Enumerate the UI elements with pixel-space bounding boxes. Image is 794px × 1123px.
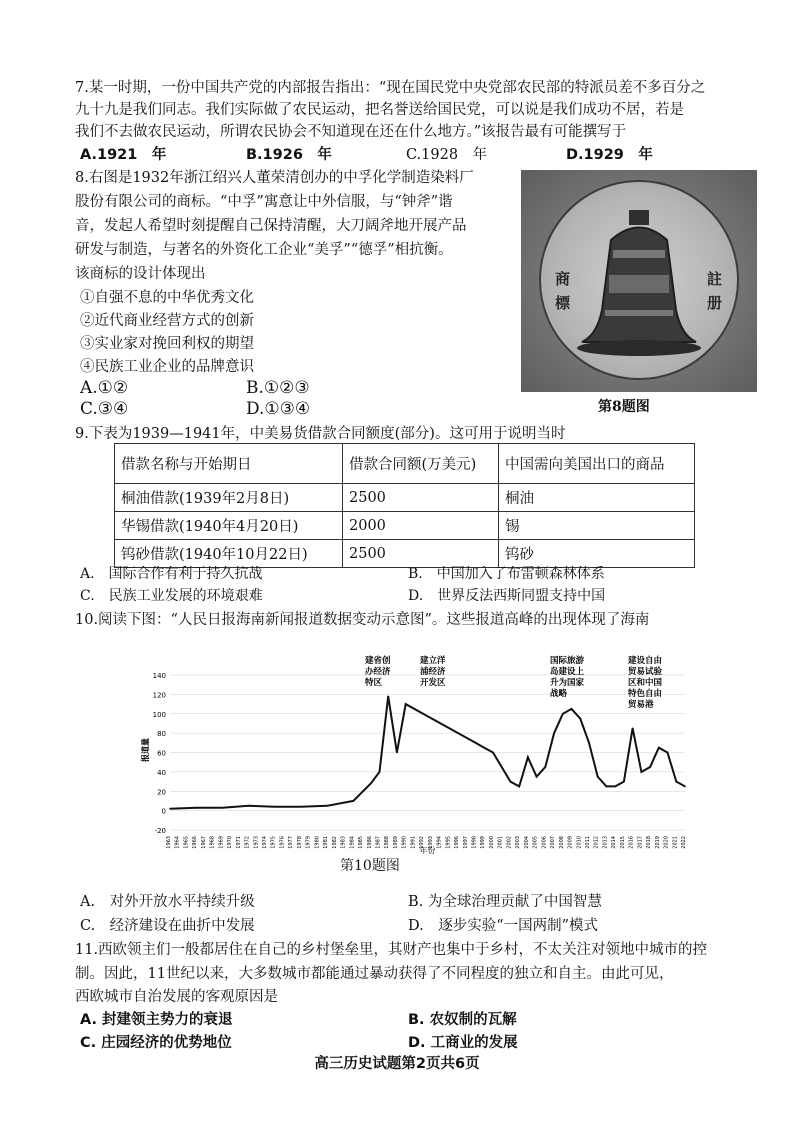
y-tick-label: 20	[157, 788, 166, 797]
y-tick-label: -20	[154, 827, 166, 835]
y-tick-label: 100	[152, 710, 166, 719]
loan-table-header	[115, 444, 695, 484]
x-tick-label: 1966	[192, 836, 199, 849]
data-point	[475, 742, 477, 744]
x-tick-label: 1996	[454, 836, 461, 849]
data-point	[248, 805, 250, 807]
data-point	[588, 742, 590, 744]
q10-option-b: B. 为全球治理贡献了中国智慧	[408, 894, 602, 910]
x-tick-label: 2004	[523, 836, 530, 849]
q10-option-d: D. 逐步实验“一国两制”模式	[408, 918, 599, 934]
data-point	[431, 718, 433, 720]
x-tick-label: 1993	[427, 836, 434, 849]
data-point	[667, 752, 669, 754]
x-tick-label: 1992	[419, 836, 426, 849]
q11-option-c: C. 庄园经济的优势地位	[80, 1035, 232, 1051]
data-point	[387, 696, 389, 698]
data-point	[518, 786, 520, 788]
x-tick-label: 1999	[480, 836, 487, 849]
data-point	[597, 776, 599, 778]
y-axis-label: 报道量	[141, 738, 150, 762]
data-point	[353, 800, 355, 802]
x-tick-label: 2016	[628, 836, 635, 849]
x-tick-label: 2018	[646, 836, 653, 849]
x-tick-label: 2021	[672, 836, 679, 849]
table-row	[115, 512, 695, 540]
x-tick-label: 1981	[323, 836, 330, 849]
q8-option-c: C.③④	[80, 399, 129, 419]
q7-stem-line-3: 我们不去做农民运动，所谓农民协会不知道现在还在什么地方。”该报告最有可能撰写于	[75, 124, 627, 140]
x-tick-label: 1995	[445, 836, 452, 849]
q11-stem-line-1: 11.西欧领主们一般都居住在自己的乡村堡垒里，其财产也集中于乡村，不太关注对领地中城市的控	[75, 942, 708, 958]
table-cell: 华锡借款(1940年4月20日)	[115, 512, 343, 540]
data-point	[684, 786, 686, 788]
x-tick-label: 1975	[270, 836, 277, 849]
x-tick-label: 2007	[550, 836, 557, 849]
table-cell: 钨砂借款(1940年10月22日)	[115, 540, 343, 568]
q11-stem-line-2: 制。因此，11世纪以来，大多数城市都能通过暴动获得了不同程度的独立和自主。由此可见，	[75, 966, 674, 982]
table-cell: 2500	[343, 484, 499, 512]
loan-col-goods: 中国需向美国出口的商品	[499, 444, 695, 484]
q7-option-b: B.1926 年	[246, 147, 332, 163]
q8-stem-line-5: 该商标的设计体现出	[75, 266, 206, 282]
q10-stem: 10.阅读下图：“人民日报海南新闻报道数据变动示意图”。这些报道高峰的出现体现了海南	[75, 612, 650, 628]
q8-stem-line-3: 音，发起人希望时刻提醒自己保持清醒，大刀阔斧地开展产品	[75, 218, 467, 234]
q8-item-2: ②近代商业经营方式的创新	[80, 313, 254, 329]
x-tick-label: 2002	[506, 836, 513, 849]
q8-option-a: A.①②	[80, 378, 129, 398]
q11-stem-line-3: 西欧城市自治发展的客观原因是	[75, 989, 278, 1005]
x-tick-label: 1984	[349, 836, 356, 849]
y-tick-label: 140	[152, 672, 166, 680]
x-tick-label: 1970	[227, 836, 234, 849]
x-tick-label: 1978	[296, 836, 303, 849]
data-point	[606, 786, 608, 788]
data-point	[492, 752, 494, 754]
data-point	[658, 747, 660, 749]
q8-stem-line-1: 8.右图是1932年浙江绍兴人董荣清创办的中孚化学制造染料厂	[75, 170, 474, 186]
x-tick-label: 1980	[314, 836, 321, 849]
x-tick-label: 1982	[331, 836, 338, 849]
data-point	[545, 766, 547, 768]
x-tick-label: 2001	[497, 836, 504, 849]
data-point	[641, 771, 643, 773]
table-cell: 钨砂	[499, 540, 695, 568]
loan-col-amount: 借款合同额(万美元)	[343, 444, 499, 484]
q9-option-a: A. 国际合作有利于持久抗战	[80, 566, 263, 582]
y-tick-label: 120	[152, 691, 166, 700]
x-tick-label: 2015	[619, 836, 626, 849]
data-point	[553, 732, 555, 734]
chart-annotation: 建立洋浦经济开发区	[420, 656, 446, 688]
x-tick-label: 1986	[366, 836, 373, 849]
table-cell: 2500	[343, 540, 499, 568]
x-tick-label: 1969	[218, 836, 225, 849]
y-tick-label: 40	[157, 768, 166, 777]
x-tick-label: 1991	[410, 836, 417, 849]
x-tick-label: 1968	[209, 836, 216, 849]
x-tick-label: 1963	[166, 836, 172, 849]
data-point	[649, 766, 651, 768]
data-point	[379, 771, 381, 773]
trademark-char-1: 商	[555, 270, 571, 288]
q9-option-c: C. 民族工业发展的环境艰难	[80, 588, 263, 604]
x-tick-label: 2006	[541, 836, 548, 849]
data-point	[571, 708, 573, 710]
data-point	[527, 757, 529, 759]
chart-annotation: 建省创办经济特区	[365, 656, 391, 688]
x-tick-label: 1964	[174, 836, 181, 849]
y-tick-label: 60	[157, 749, 166, 758]
x-tick-label: 2014	[611, 836, 618, 849]
x-tick-label: 1997	[462, 836, 469, 849]
x-tick-label: 1977	[288, 836, 295, 849]
chart-annotation: 国际旅游岛建设上升为国家战略	[550, 656, 585, 699]
q8-option-d: D.①③④	[246, 399, 311, 419]
data-point	[169, 808, 171, 810]
x-tick-label: 2012	[593, 836, 600, 849]
trademark-char-3: 註	[707, 270, 723, 288]
data-point	[370, 783, 372, 785]
data-point	[195, 807, 197, 809]
x-tick-label: 2011	[584, 836, 591, 849]
data-point	[483, 747, 485, 749]
q10-figure-caption: 第10题图	[340, 858, 400, 874]
x-tick-label: 1967	[200, 836, 207, 849]
x-tick-label: 2010	[576, 836, 583, 849]
q10-option-a: A. 对外开放水平持续升级	[80, 894, 255, 910]
data-point	[579, 718, 581, 720]
q11-option-d: D. 工商业的发展	[408, 1035, 518, 1051]
trademark-char-2: 標	[555, 294, 571, 312]
data-point	[675, 781, 677, 783]
q8-option-b: B.①②③	[246, 378, 310, 398]
q8-stem-line-2: 股份有限公司的商标。“中孚”寓意让中外信服，与“钟斧”谐	[75, 194, 453, 210]
loan-col-name: 借款名称与开始期日	[115, 444, 343, 484]
data-point	[396, 752, 398, 754]
data-point	[422, 713, 424, 715]
y-tick-label: 0	[161, 807, 166, 816]
x-tick-label: 1973	[253, 836, 260, 849]
q8-item-4: ④民族工业企业的品牌意识	[80, 359, 254, 375]
x-tick-label: 2017	[637, 836, 644, 849]
x-tick-label: 1989	[392, 836, 399, 849]
q8-item-3: ③实业家对挽回利权的期望	[80, 336, 254, 352]
x-tick-label: 2013	[602, 836, 609, 849]
x-tick-label: 1979	[305, 836, 312, 849]
table-cell: 桐油	[499, 484, 695, 512]
data-point	[405, 703, 407, 705]
q8-stem-line-4: 研发与制造，与著名的外资化工企业“美孚”“德孚”相抗衡。	[75, 242, 453, 258]
x-tick-label: 1965	[183, 836, 190, 849]
x-axis-label: 年份	[419, 846, 436, 855]
x-tick-label: 1976	[279, 836, 286, 849]
data-point	[274, 806, 276, 808]
chart-annotation: 建设自由贸易试验区和中国特色自由贸易港	[628, 656, 663, 710]
news-report-chart	[140, 655, 700, 855]
x-tick-label: 1983	[340, 836, 347, 849]
data-point	[614, 786, 616, 788]
x-tick-label: 1971	[235, 836, 242, 849]
q9-option-b: B. 中国加入了布雷顿森林体系	[408, 566, 605, 582]
q7-stem-line-2: 九十九是我们同志。我们实际做了农民运动，把名誉送给国民党，可以说是我们成功不居，若是	[75, 102, 684, 118]
x-tick-label: 1994	[436, 836, 443, 849]
x-tick-label: 2019	[654, 836, 661, 849]
trademark-char-4: 册	[707, 294, 723, 312]
data-point	[449, 727, 451, 729]
x-tick-label: 2009	[567, 836, 574, 849]
x-tick-label: 1985	[358, 836, 365, 849]
q11-option-b: B. 农奴制的瓦解	[408, 1012, 517, 1028]
q7-stem-line-1: 7.某一时期，一份中国共产党的内部报告指出：“现在国民党中央党部农民部的特派员差不多百分之	[75, 80, 706, 96]
data-point	[536, 776, 538, 778]
x-tick-label: 2008	[558, 836, 565, 849]
x-tick-label: 2022	[681, 836, 687, 849]
trademark-image	[521, 170, 757, 392]
x-tick-label: 1988	[384, 836, 391, 849]
q8-item-1: ①自强不息的中华优秀文化	[80, 290, 254, 306]
table-row	[115, 540, 695, 568]
data-point	[632, 727, 634, 729]
data-point	[222, 807, 224, 809]
table-cell: 锡	[499, 512, 695, 540]
table-cell: 桐油借款(1939年2月8日)	[115, 484, 343, 512]
y-tick-label: 80	[157, 730, 166, 739]
x-tick-label: 2005	[532, 836, 539, 849]
x-tick-label: 1990	[401, 836, 408, 849]
q10-option-c: C. 经济建设在曲折中发展	[80, 918, 255, 934]
x-tick-label: 2003	[515, 836, 522, 849]
data-point	[510, 781, 512, 783]
page-footer: 高三历史试题第2页共6页	[314, 1056, 480, 1072]
q7-option-d: D.1929 年	[566, 147, 653, 163]
q11-option-a: A. 封建领主势力的衰退	[80, 1012, 233, 1028]
data-point	[326, 805, 328, 807]
x-tick-label: 1998	[471, 836, 478, 849]
x-tick-label: 2020	[663, 836, 670, 849]
data-point	[501, 766, 503, 768]
x-tick-label: 1972	[244, 836, 251, 849]
loan-table	[114, 443, 695, 568]
x-tick-label: 2000	[488, 836, 495, 849]
x-tick-label: 1987	[375, 836, 382, 849]
data-point	[562, 713, 564, 715]
q9-stem: 9.下表为1939—1941年，中美易货借款合同额度(部分)。这可用于说明当时	[75, 426, 566, 442]
data-point	[457, 732, 459, 734]
data-point	[300, 806, 302, 808]
q7-option-c: C.1928 年	[406, 147, 488, 163]
x-tick-label: 1974	[262, 836, 269, 849]
data-point	[623, 781, 625, 783]
q8-figure-caption: 第8题图	[598, 399, 650, 415]
q9-option-d: D. 世界反法西斯同盟支持中国	[408, 588, 606, 604]
table-cell: 2000	[343, 512, 499, 540]
q7-option-a: A.1921 年	[80, 147, 167, 163]
table-row	[115, 484, 695, 512]
